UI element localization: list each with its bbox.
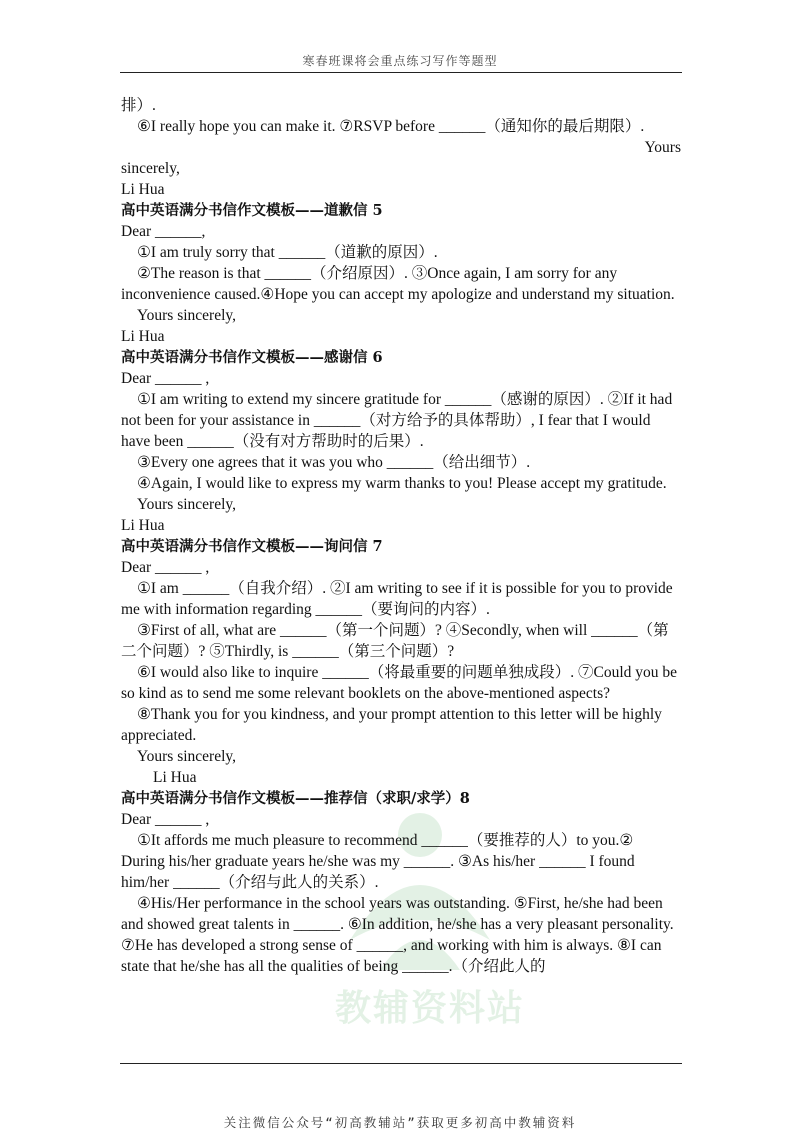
text-paragraph: ③First of all, what are ______（第一个问题）? ④Secondly, when will ______（第二个问题）? ⑤Thirdly, is ______（第三个问题）? — [121, 622, 669, 660]
salutation: Dear ______, — [121, 223, 206, 240]
closing: Yours sincerely, — [137, 748, 237, 765]
text-line: ③Every one agrees that it was you who ______（给出细节）. — [137, 454, 531, 471]
page-header: 寒春班课将会重点练习写作等题型 — [302, 54, 498, 68]
text-line: 排）. — [121, 97, 156, 114]
text-line: ①I am truly sorry that ______（道歉的原因）. — [137, 244, 438, 261]
document-body — [121, 95, 681, 977]
section-heading-recommendation: 高中英语满分书信作文模板——推荐信（求职/求学）8 — [121, 790, 470, 807]
text-paragraph: ②The reason is that ______（介绍原因）. ③Once again, I am sorry for any inconvenience caused.④Hope you can accept my apologize and understand my situation. — [121, 265, 675, 303]
signature: Li Hua — [121, 181, 165, 198]
salutation: Dear ______ , — [121, 370, 210, 387]
text-paragraph: ⑧Thank you for you kindness, and your prompt attention to this letter will be highly appreciated. — [121, 706, 662, 744]
header-rule — [120, 72, 682, 73]
salutation: Dear ______ , — [121, 811, 210, 828]
footer-rule — [120, 1063, 682, 1064]
closing: Yours sincerely, — [137, 496, 237, 513]
salutation: Dear ______ , — [121, 559, 210, 576]
closing-word: sincerely, — [121, 160, 180, 177]
watermark-text: 教辅资料站 — [334, 988, 525, 1029]
signature: Li Hua — [153, 769, 197, 786]
section-heading-apology: 高中英语满分书信作文模板——道歉信 5 — [121, 202, 383, 219]
signature: Li Hua — [121, 517, 165, 534]
closing: Yours sincerely, — [137, 307, 237, 324]
text-paragraph: ①It affords me much pleasure to recommend ______（要推荐的人）to you.② During his/her graduate years he/she was my ______. ③As his/her ______ I found him/her ______（介绍与此人的关系）. — [121, 832, 635, 891]
text-paragraph: ①I am ______（自我介绍）. ②I am writing to see if it is possible for you to provide me with information regarding ______（要询问的内容）. — [121, 580, 673, 618]
text-paragraph: ①I am writing to extend my sincere gratitude for ______（感谢的原因）. ②If it had not been for your assistance in ______（对方给予的具体帮助）, I fear that I would have been ______（没有对方帮助时的后果）. — [121, 391, 673, 450]
signature: Li Hua — [121, 328, 165, 345]
section-heading-thanks: 高中英语满分书信作文模板——感谢信 6 — [121, 349, 383, 366]
text-paragraph: ④His/Her performance in the school years was outstanding. ⑤First, he/she had been and showed great talents in ______. ⑥In addition, he/she has a very pleasant personality. ⑦He has developed a strong sense of ______, and working with him is always. ⑧I can state that he/she has all the qualities of being ______.（介绍此人的 — [121, 895, 674, 975]
page-footer: 关注微信公众号“初高教辅站”获取更多初高中教辅资料 — [223, 1115, 577, 1130]
text-line: ⑥I really hope you can make it. ⑦RSVP before ______（通知你的最后期限）. — [137, 118, 645, 135]
closing-word: Yours — [644, 139, 681, 156]
text-paragraph: ⑥I would also like to inquire ______（将最重要的问题单独成段）. ⑦Could you be so kind as to send me some relevant booklets on the above-mentioned aspects? — [121, 664, 678, 702]
section-heading-inquiry: 高中英语满分书信作文模板——询问信 7 — [121, 538, 383, 555]
text-paragraph: ④Again, I would like to express my warm thanks to you! Please accept my gratitude. — [137, 475, 667, 492]
